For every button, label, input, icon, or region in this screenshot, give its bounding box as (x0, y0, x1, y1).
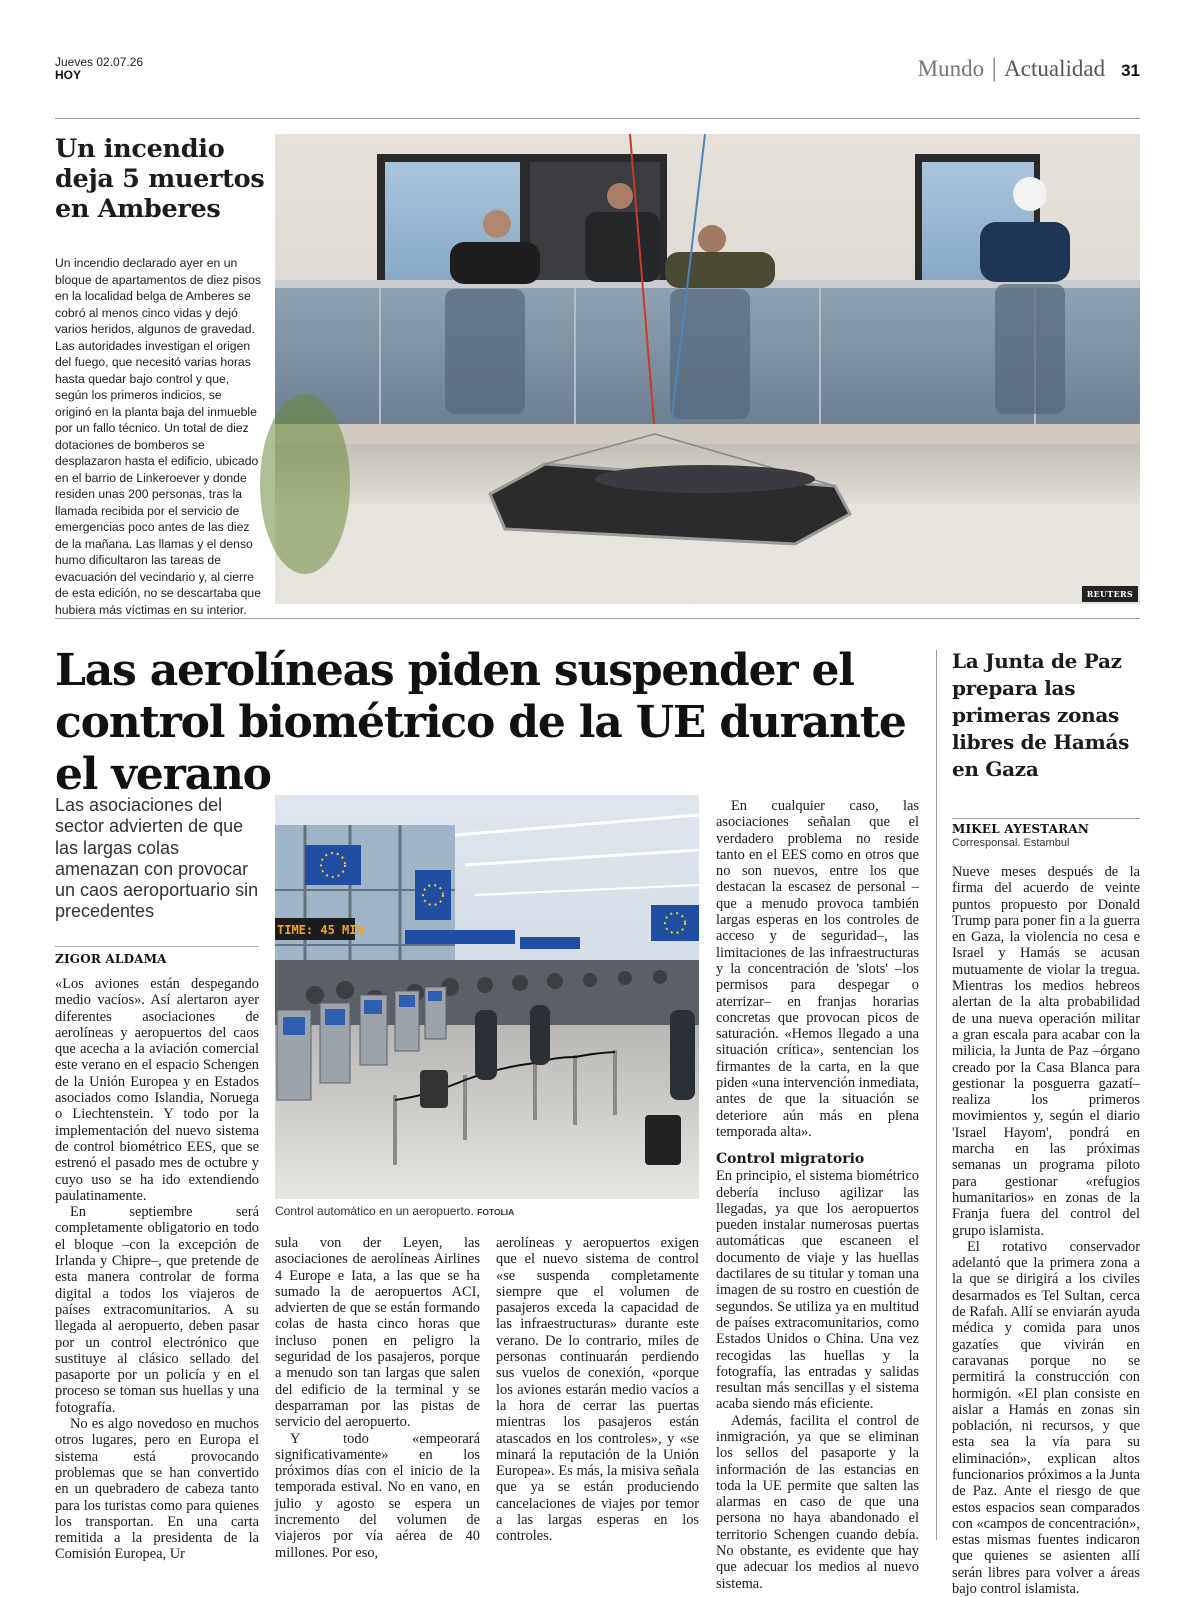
section-rule (55, 618, 1140, 619)
paragraph: Y todo «empeorará significativamente» en los próximos días con el inicio de la temporada estival. No en vano, en julio y agosto se espera un incremento del volumen de viajeros por vía aérea de 40 millones. Por eso, (275, 1430, 480, 1561)
header-rule (55, 118, 1140, 119)
main-headline: Las aerolíneas piden suspender el control biométrico de la UE durante el verano (55, 645, 906, 800)
side-byline-role: Corresponsal. Estambul (952, 837, 1070, 849)
paragraph: El rotativo conservador adelantó que la primera zona a la que se dirigirá a los civiles desarmados es Tel Sultan, cerca de Rafah. Allí se enviarán ayuda médica y comida para unos gazatíes que vivirán en caravanas porque no se permitirá la construcción con hormigón. «El plan consiste en aislar a Hamás en zonas sin población, ni recursos, y que esta sea la vía para su eliminación», explican altos funcionarios próximos a la Junta de Paz. Ante el riesgo de que estos espacios sean comparados con «campos de concentración», estas mismas fuentes indicaron que quienes se asienten allí serán libres para volver a áreas bajo control islamista. (952, 1238, 1140, 1597)
byline-rule (55, 946, 259, 947)
paragraph: En cualquier caso, las asociaciones señalan que el verdadero problema no reside tanto en el EES como en otros que no son nuevos, entre los que destacan la escasez de personal –que a menudo provoca también largas esperas en los controles de acceso y de seguridad–, las limitaciones de las infraestructuras y la concentración de 'slots' –los permisos para despegar o aterrizar– en franjas horarias concretas que provocan picos de saturación. «Hemos llegado a una situación crítica», sentencian los firmantes de la carta, en la que piden «una intervención inmediata, antes de que la situación se deteriore aún más en plena temporada alta». (716, 798, 920, 1140)
section-name: Mundo (917, 56, 985, 81)
main-column-1 (55, 976, 259, 1563)
queue-time-sign: TIME: 45 MIN (277, 923, 364, 937)
airport-photo-illustration (275, 795, 699, 1199)
airport-photo (275, 795, 699, 1199)
paragraph: En septiembre será completamente obligatorio en todo el bloque –con la excepción de Irlanda y Chipre–, que pretende de esta manera controlar de forma digital a todos los viajeros de países extracomunitarios. A su llegada al aeropuerto, deben pasar por un control electrónico que sustituye al clásico sellado del pasaporte por un policía y en el proceso se toman sus huellas y una fotografía. (55, 1204, 259, 1416)
main-byline: ZIGOR ALDAMA (55, 952, 167, 966)
photo-credit-fotolia: FOTOLIA (477, 1207, 515, 1217)
airport-photo-caption (275, 1204, 699, 1218)
caption-text: Control automático en un aeropuerto. (275, 1204, 474, 1218)
publication-name: HOY (55, 68, 82, 82)
issue-date: Jueves 02.07.26 (55, 55, 144, 69)
section-separator: | (990, 54, 999, 82)
crosshead: Control migratorio (716, 1151, 865, 1168)
brief-body: Un incendio declarado ayer en un bloque de apartamentos de diez pisos en la localidad belga de Amberes se cobró al menos cinco vidas y dejó varios heridos, algunos de gravedad. Las autoridades investigan el origen del fuego, que necesitó varias horas hasta quedar bajo control y que, según los primeros indicios, se originó en la planta baja del inmueble por un fallo técnico. Un total de diez dotaciones de bomberos se desplazaron hasta el edificio, ubicado en el barrio de Linkeroever y donde residen unas 200 personas, tras la llamada recibida por el servicio de emergencias poco antes de las diez de la mañana. Las llamas y el denso humo dificultaron las tareas de evacuación del vecindario y, al cierre de esta edición, no se descartaba que hubiera más víctimas en su interior. (55, 256, 261, 617)
page-header-right (918, 54, 1140, 82)
paragraph: No es algo novedoso en muchos otros lugares, pero en Europa el sistema está provocando problemas que se han convertido en un quebradero de cabeza tanto para los turistas como para quienes los transportan. En una carta remitida a la presidenta de la Comisión Europea, Ur (55, 1416, 259, 1563)
brief-headline: Un incendio deja 5 muertos en Amberes (55, 134, 265, 224)
main-column-4 (716, 798, 919, 1592)
page-number: 31 (1121, 61, 1140, 80)
page-header-left (55, 56, 143, 82)
paragraph: «Los aviones están despegando medio vacíos». Así alertaron ayer diferentes asociaciones de aerolíneas y aeropuertos del caos que acecha a la aviación comercial este verano en el espacio Schengen de la Unión Europea y en Estados asociados como Islandia, Noruega o Liechtenstein. Y todo por la implementación del nuevo sistema de control biométrico EES, que se estrenó el pasado mes de octubre y cuyo uso se ha ido extendiendo paulatinamente. (55, 976, 259, 1204)
paragraph: Además, facilita el control de inmigración, ya que se eliminan los sellos del pasaporte y la información de las estancias en toda la UE permite que salten las alarmas en caso de que una persona no haya abandonado el territorio Schengen cuando debía. No obstante, es evidente que hay que adecuar los medios al nuevo sistema. (716, 1412, 919, 1592)
rescue-photo-illustration (275, 134, 1140, 604)
subsection-name: Actualidad (1004, 56, 1106, 81)
column-divider (936, 650, 937, 1540)
photo-credit-reuters: REUTERS (1082, 586, 1138, 602)
paragraph: Nueve meses después de la firma del acuerdo de veinte puntos propuesto por Donald Trump para poner fin a la guerra en Gaza, la violencia no cesa e Israel y Hamás se acusan mutuamente de violar la tregua. Mientras los medios hebreos alertan de la alta probabilidad de una nueva operación militar a gran escala para acabar con la milicia, la Junta de Paz –órgano creado por la Casa Blanca para gestionar la posguerra gazatí– realiza los primeros movimientos y, según el diario 'Israel Hayom', pondrá en marcha en las próximas semanas un programa piloto para gestionar «refugios humanitarios» en zonas de la Franja fuera del control del grupo islamista. (952, 864, 1140, 1239)
side-byline: MIKEL AYESTARAN (952, 822, 1090, 836)
paragraph: sula von der Leyen, las asociaciones de aerolíneas Airlines 4 Europe e Iata, a las que se ha sumado la de aeropuertos ACI, advierten de que se están formando colas de hasta cinco horas que incluso ponen en peligro la seguridad de los pasajeros, porque a menudo son tan largas que salen del edificio de la terminal y se desparraman por las pistas de servicio del aeropuerto. (275, 1235, 480, 1431)
side-byline-rule (952, 818, 1140, 819)
fire-rescue-photo (275, 134, 1140, 604)
side-headline: La Junta de Paz prepara las primeras zonas libres de Hamás en Gaza (952, 649, 1130, 781)
main-subtitle: Las asociaciones del sector advierten de que las largas colas amenazan con provocar un caos aeroportuario sin precedentes (55, 795, 259, 922)
main-column-3 (496, 1235, 699, 1545)
paragraph: En principio, el sistema biométrico debería incluso agilizar las llegadas, ya que los aeropuertos pueden instalar numerosas puertas automáticas que escaneen el documento de viaje y las huellas dactilares de su titular y toman una imagen de su rostro en cuestión de segundos. Se utiliza ya en multitud de países extracomunitarios, como Estados Unidos o China. Una vez recogidas las huellas y la fotografía, las entradas y salidas resultan más sencillas y el sistema acaba siendo más eficiente. (716, 1168, 919, 1413)
side-column (952, 864, 1140, 1597)
paragraph: aerolíneas y aeropuertos exigen que el nuevo sistema de control «se suspenda completamente siempre que el volumen de pasajeros exceda la capacidad de las infraestructuras» durante este verano. De lo contrario, miles de personas continuarán perdiendo sus vuelos de conexión, «porque los aviones estarán medio vacíos a la hora de cerrar las puertas mientras los pasajeros están atascados en los controles», y «se minará la reputación de la Unión Europea». Es más, la misiva señala que ya se están produciendo cancelaciones de viajes por temor a las largas esperas en los controles. (496, 1235, 699, 1545)
main-column-2 (275, 1235, 480, 1561)
